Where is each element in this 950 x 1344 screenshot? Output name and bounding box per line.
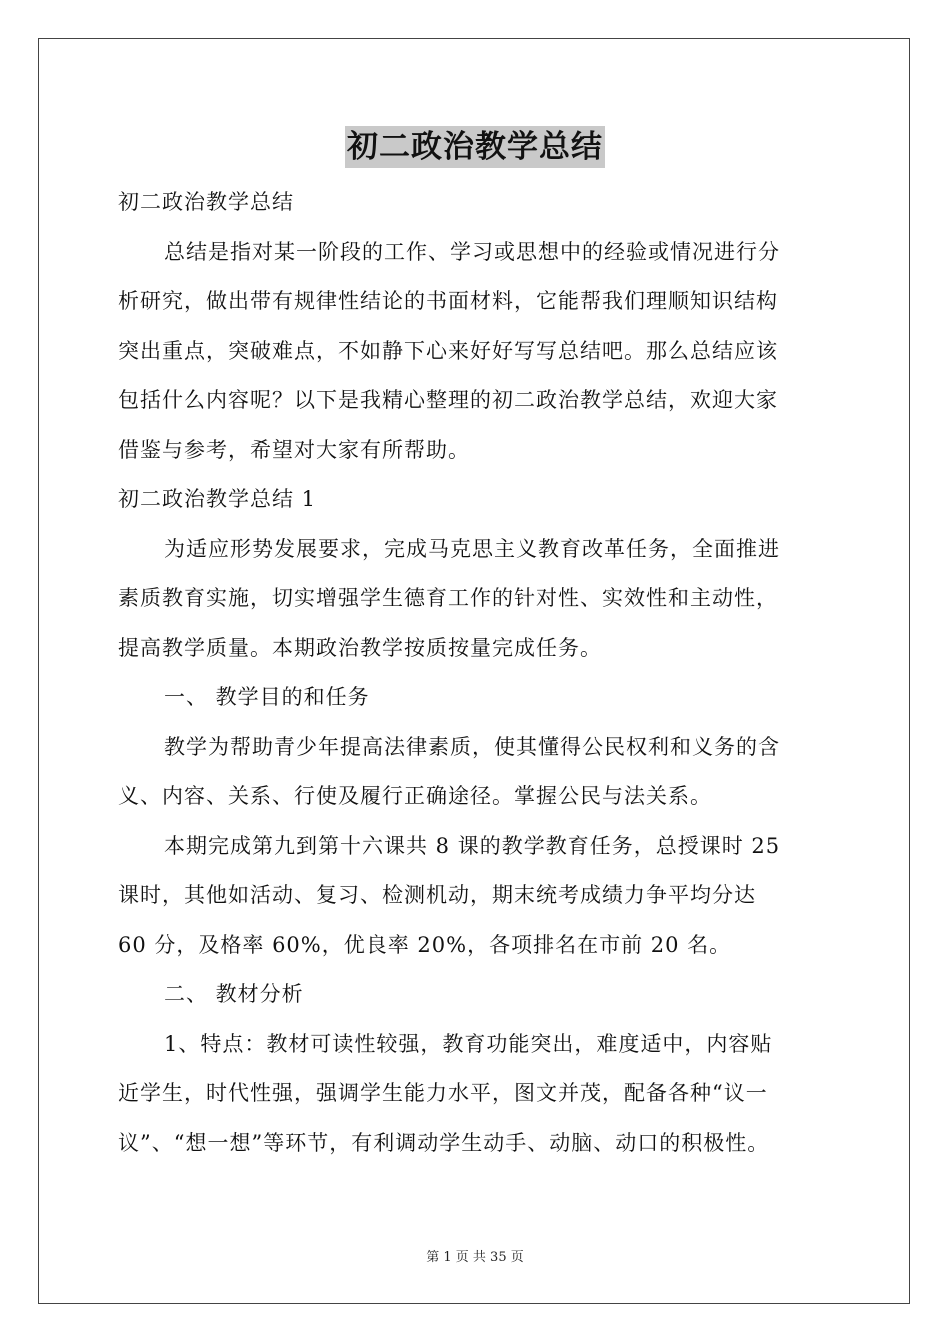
text-line: 1、特点：教材可读性较强，教育功能突出，难度适中，内容贴 (164, 1031, 773, 1056)
page-footer: 第 1 页 共 35 页 (426, 1250, 524, 1265)
text-line: 包括什么内容呢？以下是我精心整理的初二政治教学总结，欢迎大家 (118, 388, 778, 412)
text-line: 本期完成第九到第十六课共 8 课的教学教育任务，总授课时 25 (164, 833, 781, 858)
text-line: 初二政治教学总结 (118, 190, 294, 214)
text-line: 一、 教学目的和任务 (164, 685, 370, 709)
text-line: 初二政治教学总结 1 (118, 487, 317, 511)
text-line: 为适应形势发展要求，完成马克思主义教育改革任务，全面推进 (164, 536, 780, 561)
document-title: 初二政治教学总结 (345, 126, 605, 168)
text-line: 二、 教材分析 (164, 982, 304, 1006)
text-line: 突出重点，突破难点，不如静下心来好好写写总结吧。那么总结应该 (118, 338, 778, 363)
text-line: 议”、“想一想”等环节，有利调动学生动手、动脑、动口的积极性。 (118, 1130, 770, 1155)
text-line: 总结是指对某一阶段的工作、学习或思想中的经验或情况进行分 (164, 239, 780, 264)
text-line: 教学为帮助青少年提高法律素质，使其懂得公民权利和义务的含 (164, 734, 780, 759)
text-line: 60 分，及格率 60%，优良率 20%，各项排名在市前 20 名。 (118, 932, 732, 957)
text-line: 义、内容、关系、行使及履行正确途径。掌握公民与法关系。 (118, 784, 712, 808)
text-line: 借鉴与参考，希望对大家有所帮助。 (118, 437, 470, 462)
text-line: 素质教育实施，切实增强学生德育工作的针对性、实效性和主动性， (118, 586, 778, 610)
title-wrap (0, 126, 950, 168)
text-line: 析研究，做出带有规律性结论的书面材料，它能帮我们理顺知识结构 (118, 289, 778, 313)
text-line: 提高教学质量。本期政治教学按质按量完成任务。 (118, 635, 602, 660)
text-line: 课时，其他如活动、复习、检测机动，期末统考成绩力争平均分达 (118, 883, 756, 907)
text-line: 近学生，时代性强，强调学生能力水平，图文并茂，配备各种“议一 (118, 1081, 768, 1105)
document-body (118, 178, 838, 1168)
